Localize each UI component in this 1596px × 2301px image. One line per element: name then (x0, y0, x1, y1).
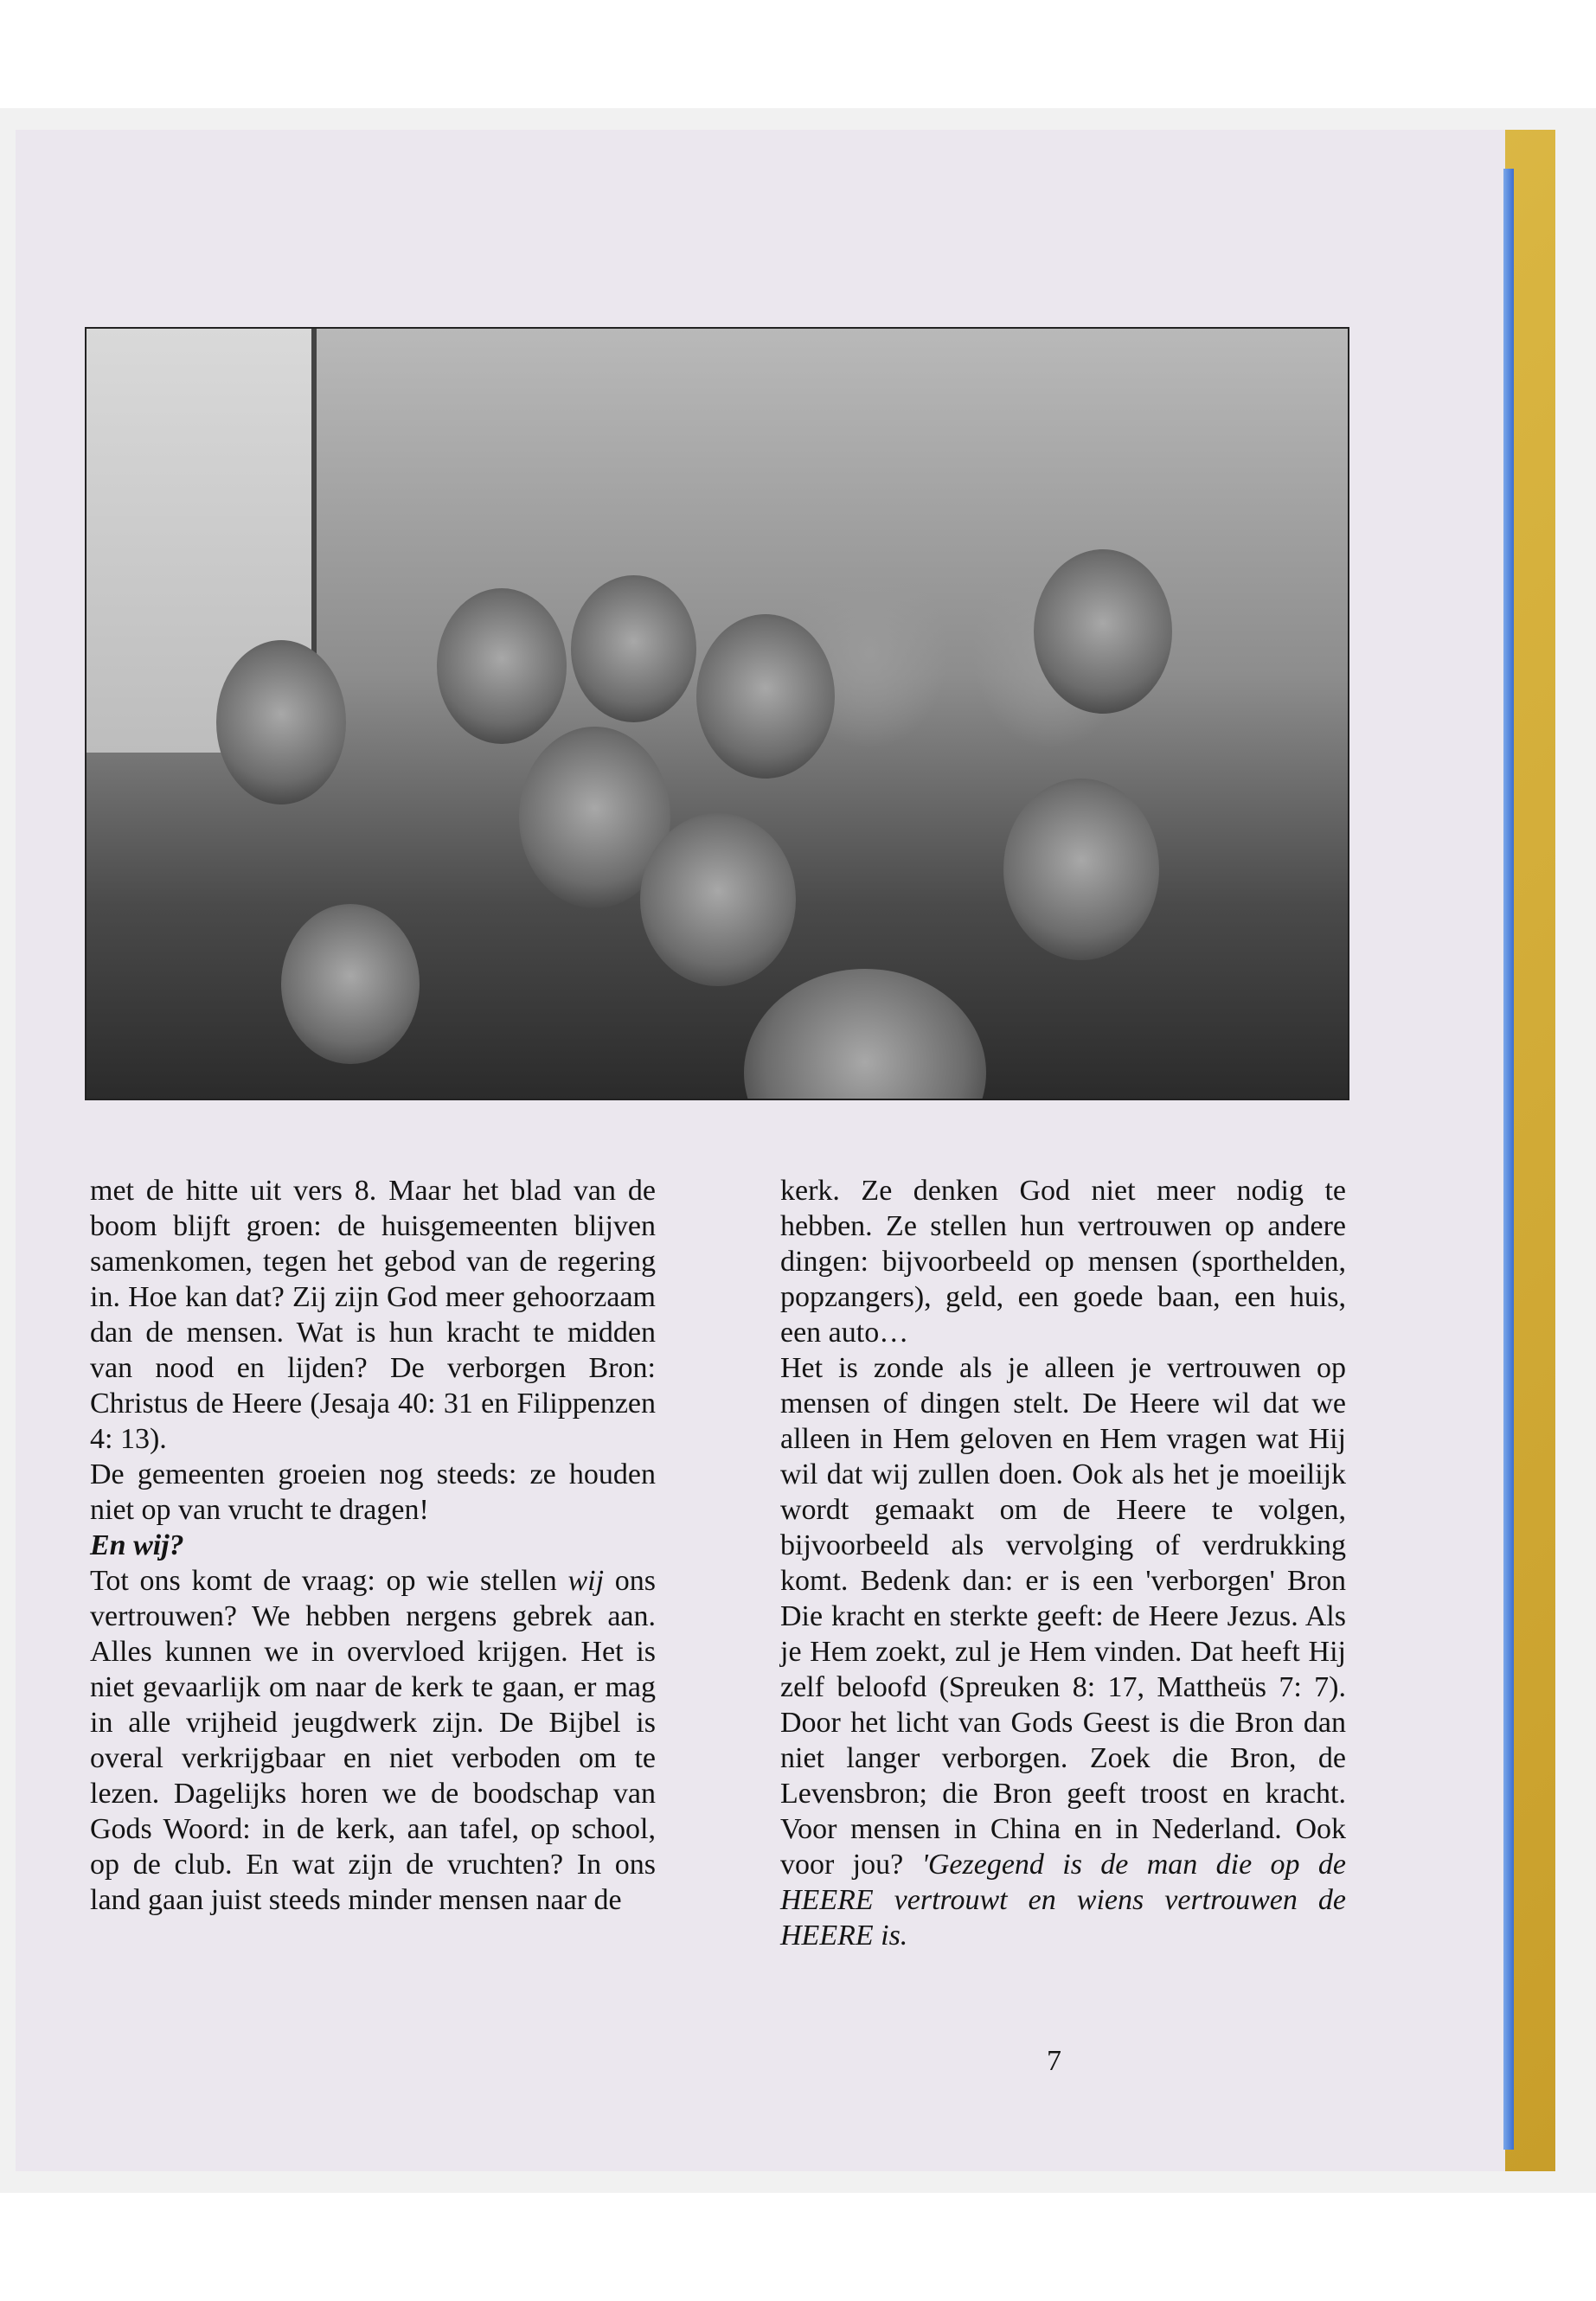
photo-child-2 (437, 588, 567, 744)
photo-child-1 (216, 640, 346, 804)
paragraph (780, 1350, 1346, 1953)
text-run: Tot ons komt de vraag: op wie stellen (90, 1565, 568, 1597)
page-number: 7 (1047, 2045, 1061, 2077)
text-run: Het is zonde als je alleen je vertrouwen op mensen of dingen stelt. De Heere wil dat we alleen in Hem geloven en Hem vragen wat Hij wil dat wij zullen doen. Ook als het je moeilijk wordt gemaakt om de Heere te volgen, bijvoorbeeld als vervolging of verdrukking komt. Bedenk dan: er is een 'verborgen' Bron Die kracht en sterkte geeft: de Heere Jezus. Als je Hem zoekt, zul je Hem vinden. Dat heeft Hij zelf beloofd (Spreuken 8: 17, Mattheüs 7: 7). Door het licht van Gods Geest is die Bron dan niet langer verborgen. Zoek die Bron, de Levensbron; die Bron geeft troost en kracht. Voor mensen in China en in Nederland. Ook voor jou? (780, 1352, 1346, 1881)
photo-child-4 (696, 614, 835, 779)
photo-child-8 (1003, 779, 1159, 960)
paragraph: De gemeenten groeien nog steeds: ze houden niet op van vrucht te dragen! (90, 1458, 656, 1526)
paragraph: met de hitte uit vers 8. Maar het blad van de boom blijft groen: de huisgemeenten blijven samenkomen, tegen het gebod van de regering in. Hoe kan dat? Zij zijn God meer gehoorzaam dan de mensen. Wat is hun kracht te midden van nood en lijden? De verborgen Bron: Christus de Heere (Jesaja 40: 31 en Filippenzen 4: 13). (90, 1175, 656, 1455)
photo-child-10 (744, 969, 986, 1100)
emphasis: wij (567, 1565, 605, 1597)
photo-child-3 (571, 575, 696, 722)
photo-child-5 (1034, 549, 1172, 714)
bible-quote: 'Gezegend is de man die op de HEERE vertrouwt en wiens vertrouwen de HEERE is. (780, 1849, 1347, 1952)
photo-children-classroom (85, 327, 1349, 1100)
page-edge-strip (1503, 169, 1514, 2150)
text-column-left (90, 1173, 656, 1918)
photo-child-9 (281, 904, 420, 1064)
text-run: ons vertrouwen? We hebben nergens gebrek aan. Alles kunnen we in overvloed krijgen. Het is niet gevaarlijk om naar de kerk te gaan, er mag in alle vrijheid jeugdwerk zijn. De Bijbel is overal verkrijgbaar en niet verboden om te lezen. Dagelijks horen we de boodschap van Gods Woord: in de kerk, aan tafel, op school, op de club. En wat zijn de vruchten? In ons land gaan juist steeds minder mensen naar de (90, 1565, 656, 1916)
paragraph: kerk. Ze denken God niet meer nodig te hebben. Ze stellen hun vertrouwen op andere dingen: bijvoorbeeld op mensen (sporthelden, popzangers), geld, een goede baan, een huis, een auto… (780, 1175, 1346, 1349)
section-heading: En wij? (90, 1529, 184, 1561)
text-column-right (780, 1173, 1346, 1953)
paragraph (90, 1563, 656, 1918)
photo-child-7 (640, 813, 796, 986)
